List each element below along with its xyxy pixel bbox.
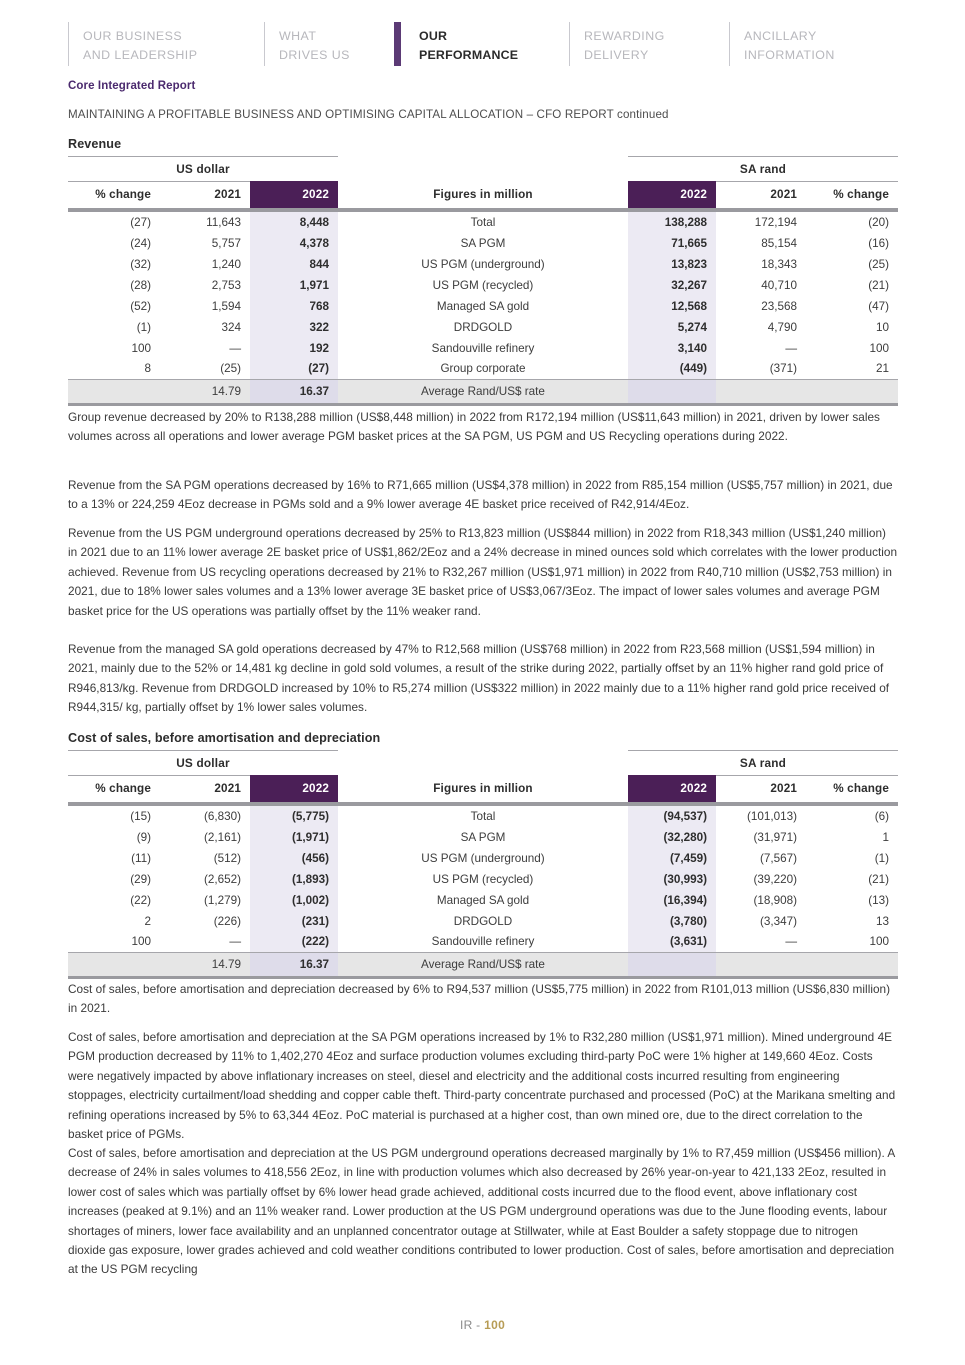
cell-pct-change-usd: (27)	[130, 215, 151, 229]
cell-pct-change-usd: 100	[131, 341, 151, 355]
table-row	[68, 338, 898, 359]
table-row	[68, 317, 898, 338]
cell-pct-change-zar: (21)	[868, 278, 889, 292]
cell-pct-change-usd: (29)	[130, 872, 151, 886]
cell-pct-change-usd: 2	[144, 914, 151, 928]
cell-2021-usd: 324	[221, 320, 241, 334]
cell-pct-change-usd: (24)	[130, 236, 151, 250]
cell-2022-usd: (1,971)	[250, 827, 338, 848]
cell-2022-usd: (231)	[250, 911, 338, 932]
table-row	[68, 359, 898, 380]
cell-avg-rate-2021: 14.79	[160, 953, 250, 976]
average-rate-row	[68, 380, 898, 403]
table-row	[68, 296, 898, 317]
cell-row-label: Managed SA gold	[436, 299, 530, 313]
cell-2022-usd: 844	[250, 254, 338, 275]
cell-2022-zar: (7,459)	[628, 848, 716, 869]
cell-avg-rate-2022: 16.37	[250, 380, 338, 403]
cell-row-label: Total	[470, 809, 496, 823]
cell-2021-zar: 172,194	[754, 215, 797, 229]
group-label-sa-rand: SA rand	[628, 157, 898, 182]
cell-pct-change-usd: (52)	[130, 299, 151, 313]
table-row	[68, 827, 898, 848]
cell-blank	[716, 953, 806, 976]
cell-2022-usd: 4,378	[250, 233, 338, 254]
nav-label-line2: PERFORMANCE	[419, 48, 519, 62]
table-bottom-rule	[68, 976, 898, 979]
cell-avg-rate-label: Average Rand/US$ rate	[388, 380, 578, 403]
cell-2022-zar: 138,288	[628, 212, 716, 233]
cell-2022-usd: (1,002)	[250, 890, 338, 911]
column-header-row	[68, 776, 898, 802]
nav-label-line2: DRIVES US	[279, 48, 350, 62]
cell-2021-usd: —	[229, 935, 241, 949]
cell-2022-usd: 768	[250, 296, 338, 317]
nav-label-line2: AND LEADERSHIP	[83, 48, 198, 62]
nav-divider	[264, 22, 265, 66]
cell-2021-zar: —	[785, 341, 797, 355]
cell-2021-usd: (25)	[220, 362, 241, 376]
cell-pct-change-usd: (1)	[136, 320, 151, 334]
cell-2022-zar: (449)	[628, 359, 716, 380]
paragraph-cost-of-sales-total: Cost of sales, before amortisation and depreciation decreased by 6% to R94,537 million (US$5,775 million) in 2022 from R101,013 million (US$6,830 million) in 2021.	[68, 982, 891, 1016]
paragraph-cost-of-sales-us-pgm: Cost of sales, before amortisation and depreciation at the US PGM underground operations decreased marginally by 1% to R7,459 million (US$456 million). A decrease of 24% in sales volumes to 418,556 2Eoz, in line with production volumes which also decreased by 26% year-on-year to 421,133 2Eoz, resulted in lower cost of sales which was partially offset by 6% lower head grade achieved, additional costs incurred due to the flood event, above inflationary cost increases (peaked at 9.1%) and an 11% weaker rand. Lower production at the US PGM underground operations was due to the June flooding events, labour shortages of miners, lower face availability and an unplanned concentrator outage at Stillwater, while at East Boulder a safety stoppage due to nitrogen dioxide gas exposure, lower grades achieved and cold weather conditions contributed to lower production. Cost of sales, before amortisation and depreciation at the US PGM recycling	[68, 1146, 895, 1277]
cell-2022-usd: 8,448	[250, 212, 338, 233]
cell-blank	[68, 953, 160, 976]
page-footer	[0, 1318, 965, 1332]
cell-pct-change-zar: (21)	[868, 872, 889, 886]
cell-pct-change-zar: (16)	[868, 236, 889, 250]
cell-2021-zar: (31,971)	[753, 830, 797, 844]
col-header-2021-usd: 2021	[160, 776, 250, 802]
cell-pct-change-zar: (1)	[874, 851, 889, 865]
cell-2021-zar: —	[785, 935, 797, 949]
revenue-table	[68, 156, 898, 406]
col-header-pct-change-usd: % change	[68, 182, 160, 208]
cell-2021-zar: 40,710	[761, 278, 797, 292]
nav-label-line1: REWARDING	[584, 29, 665, 43]
cell-avg-rate-zar-2022	[628, 953, 716, 976]
col-header-2022-usd: 2022	[250, 182, 338, 208]
cell-pct-change-zar: (20)	[868, 215, 889, 229]
cell-pct-change-zar: (6)	[874, 809, 889, 823]
cell-row-label: US PGM (underground)	[421, 257, 545, 271]
cell-2022-zar: 13,823	[628, 254, 716, 275]
cell-2022-zar: 5,274	[628, 317, 716, 338]
cell-2021-zar: (371)	[769, 362, 797, 376]
col-header-2021-zar: 2021	[716, 182, 806, 208]
nav-divider	[569, 22, 570, 66]
cell-2022-usd: (222)	[250, 932, 338, 953]
table-row	[68, 932, 898, 953]
revenue-table-title: Revenue	[68, 137, 122, 151]
cell-row-label: DRDGOLD	[453, 320, 513, 334]
cell-row-label: Total	[470, 215, 496, 229]
cell-pct-change-zar: (13)	[868, 893, 889, 907]
table-row	[68, 275, 898, 296]
paragraph-cost-of-sales-sa-pgm: Cost of sales, before amortisation and depreciation at the SA PGM operations increased by 1% to R32,280 million (US$1,971 million). Mined underground 4E PGM production decreased by 11% to 1,402,270 4Eoz and surface production volumes excluding third-party PoC were 1% higher at 149,660 4Eoz. Costs were negatively impacted by above inflationary increases on steel, diesel and electricity and the additional costs incurred resulting from engineering stoppages, electricity curtailment/load shedding and copper cable theft. Third-party concentrate purchased and processed (PoC) at the Marikana smelting and refining operations increased by 5% to 63,344 4Eoz. PoC material is purchased at a higher cost, than own mined ore, due to the direct correlation to the basket price of PGMs.	[68, 1030, 896, 1142]
core-integrated-report-tag: Core Integrated Report	[68, 80, 196, 92]
col-header-2022-zar: 2022	[628, 776, 716, 802]
nav-label-line1: OUR BUSINESS	[83, 29, 183, 43]
col-header-pct-change-zar: % change	[806, 182, 898, 208]
cell-2022-zar: (16,394)	[628, 890, 716, 911]
cell-2021-zar: 4,790	[767, 320, 797, 334]
cell-2022-usd: 192	[250, 338, 338, 359]
cell-row-label: SA PGM	[460, 236, 506, 250]
cell-2022-zar: (30,993)	[628, 869, 716, 890]
group-label-us-dollar: US dollar	[68, 751, 338, 776]
section-navigation	[68, 22, 898, 70]
currency-group-header-row	[68, 157, 898, 182]
cell-pct-change-usd: 100	[131, 935, 151, 949]
cell-2022-zar: 32,267	[628, 275, 716, 296]
table-row	[68, 848, 898, 869]
cost-of-sales-table	[68, 750, 898, 979]
cell-pct-change-zar: 100	[869, 341, 889, 355]
cell-pct-change-zar: (25)	[868, 257, 889, 271]
cell-row-label: Sandouville refinery	[431, 935, 535, 949]
cell-pct-change-usd: 8	[144, 362, 151, 376]
cell-2021-zar: (101,013)	[746, 809, 797, 823]
column-header-row	[68, 182, 898, 208]
cell-pct-change-usd: (11)	[131, 851, 151, 865]
nav-label-line2: DELIVERY	[584, 48, 649, 62]
table-row	[68, 911, 898, 932]
cell-row-label: US PGM (recycled)	[432, 872, 534, 886]
cell-2021-usd: 1,240	[211, 257, 241, 271]
cell-pct-change-usd: (15)	[130, 809, 151, 823]
paragraph-us-pgm-revenue: Revenue from the US PGM underground operations decreased by 25% to R13,823 million (US$844 million) in 2022 from R18,343 million (US$1,240 million) in 2021 due to an 11% lower average 2E basket price of US$1,862/2Eoz and a 24% decrease in mined ounces sold which correlates with the lower production achieved. Revenue from US recycling operations decreased by 21% to R32,267 million (US$1,971 million) in 2022 from R40,710 million (US$2,753 million) in 2021, due to 18% lower sales volumes and a 13% lower average 3E basket price of US$3,067/3Eoz. The impact of lower sales volumes and average PGM basket price for the US operations was partially offset by the 11% weaker rand.	[68, 526, 898, 618]
cell-pct-change-zar: (47)	[868, 299, 889, 313]
paragraph-group-revenue: Group revenue decreased by 20% to R138,288 million (US$8,448 million) in 2022 from R172,194 million (US$11,643 million) in 2021, driven by lower sales volumes across all operations and lower average PGM basket prices at the SA PGM, US PGM and US Recycling operations during 2022.	[68, 410, 880, 444]
nav-item-ancillary-information[interactable]	[729, 22, 889, 66]
table-bottom-rule	[68, 403, 898, 406]
col-header-figures-in-million: Figures in million	[433, 782, 533, 796]
group-label-us-dollar: US dollar	[68, 157, 338, 182]
cell-2022-usd: (456)	[250, 848, 338, 869]
col-header-pct-change-zar: % change	[806, 776, 898, 802]
col-header-figures-in-million: Figures in million	[433, 188, 533, 202]
cell-2022-zar: (3,631)	[628, 932, 716, 953]
cell-2021-zar: (39,220)	[753, 872, 797, 886]
cell-2021-zar: (3,347)	[759, 914, 797, 928]
cost-of-sales-table-title: Cost of sales, before amortisation and depreciation	[68, 731, 381, 745]
cell-2022-usd: 322	[250, 317, 338, 338]
cell-avg-rate-2021: 14.79	[160, 380, 250, 403]
cell-2021-usd: —	[229, 341, 241, 355]
cell-2021-usd: (2,652)	[203, 872, 241, 886]
table-row	[68, 890, 898, 911]
col-header-2022-zar: 2022	[628, 182, 716, 208]
col-header-2021-usd: 2021	[160, 182, 250, 208]
nav-item-our-business-and-leadership[interactable]	[68, 22, 264, 66]
cell-pct-change-zar: 1	[882, 830, 889, 844]
col-header-pct-change-usd: % change	[68, 776, 160, 802]
cell-2021-usd: (512)	[213, 851, 241, 865]
cell-2021-zar: (7,567)	[759, 851, 797, 865]
cell-2022-zar: (3,780)	[628, 911, 716, 932]
cell-pct-change-usd: (22)	[130, 893, 151, 907]
table-row	[68, 212, 898, 233]
nav-divider	[729, 22, 730, 66]
page-number: 100	[484, 1318, 506, 1332]
cell-pct-change-usd: (28)	[130, 278, 151, 292]
nav-item-our-performance[interactable]	[394, 22, 569, 66]
running-header: MAINTAINING A PROFITABLE BUSINESS AND OPTIMISING CAPITAL ALLOCATION – CFO REPORT continued	[68, 108, 669, 121]
cell-pct-change-usd: (9)	[136, 830, 151, 844]
nav-label-line2: INFORMATION	[744, 48, 835, 62]
cell-2022-usd: (1,893)	[250, 869, 338, 890]
cell-2021-usd: (2,161)	[203, 830, 241, 844]
cell-2022-usd: (5,775)	[250, 806, 338, 827]
cell-pct-change-usd: (32)	[130, 257, 151, 271]
cell-pct-change-zar: 100	[869, 935, 889, 949]
cell-row-label: Managed SA gold	[436, 893, 530, 907]
cell-2021-usd: (6,830)	[203, 809, 241, 823]
cell-2021-usd: 2,753	[211, 278, 241, 292]
cell-2022-zar: (32,280)	[628, 827, 716, 848]
nav-label-line1: ANCILLARY	[744, 29, 817, 43]
cell-row-label: Group corporate	[440, 362, 526, 376]
nav-divider	[68, 22, 69, 66]
cell-2021-zar: 23,568	[761, 299, 797, 313]
cell-blank	[716, 380, 806, 403]
cell-2021-usd: 5,757	[211, 236, 241, 250]
cell-pct-change-zar: 13	[875, 914, 889, 928]
nav-label-line1: OUR	[419, 29, 448, 43]
nav-label-line1: WHAT	[279, 29, 317, 43]
cell-pct-change-zar: 10	[875, 320, 889, 334]
table-row	[68, 806, 898, 827]
table-row	[68, 869, 898, 890]
cell-2021-usd: 11,643	[206, 215, 241, 229]
cell-2021-zar: 18,343	[761, 257, 797, 271]
cell-2021-zar: (18,908)	[753, 893, 797, 907]
cell-2021-zar: 85,154	[761, 236, 797, 250]
cell-2022-zar: 71,665	[628, 233, 716, 254]
cell-row-label: DRDGOLD	[453, 914, 513, 928]
nav-item-rewarding-delivery[interactable]	[569, 22, 729, 66]
group-label-sa-rand: SA rand	[628, 751, 898, 776]
average-rate-row	[68, 953, 898, 976]
cell-blank	[806, 380, 898, 403]
col-header-2021-zar: 2021	[716, 776, 806, 802]
cell-pct-change-zar: 21	[875, 362, 889, 376]
cell-avg-rate-label: Average Rand/US$ rate	[388, 953, 578, 976]
cell-2021-usd: (226)	[213, 914, 241, 928]
table-row	[68, 254, 898, 275]
table-row	[68, 233, 898, 254]
col-header-2022-usd: 2022	[250, 776, 338, 802]
cell-2021-usd: (1,279)	[203, 893, 241, 907]
cell-row-label: Sandouville refinery	[431, 341, 535, 355]
cell-2022-zar: (94,537)	[628, 806, 716, 827]
cell-avg-rate-zar-2022	[628, 380, 716, 403]
nav-active-indicator	[394, 22, 401, 66]
cell-blank	[68, 380, 160, 403]
cell-blank	[806, 953, 898, 976]
cell-2022-usd: (27)	[250, 359, 338, 380]
paragraph-sa-pgm-revenue: Revenue from the SA PGM operations decreased by 16% to R71,665 million (US$4,378 million) in 2022 from R85,154 million (US$5,757 million) in 2021, due to a 13% or 224,259 4Eoz decrease in PGMs sold and a 9% lower average 4E basket price received of R42,914/4Eoz.	[68, 478, 893, 512]
footer-prefix: IR -	[459, 1318, 485, 1332]
cell-row-label: US PGM (underground)	[421, 851, 545, 865]
nav-item-what-drives-us[interactable]	[264, 22, 394, 66]
cell-row-label: US PGM (recycled)	[432, 278, 534, 292]
currency-group-header-row	[68, 751, 898, 776]
cell-2021-usd: 1,594	[211, 299, 241, 313]
cell-row-label: SA PGM	[460, 830, 506, 844]
cell-2022-usd: 1,971	[250, 275, 338, 296]
paragraph-sa-gold-revenue: Revenue from the managed SA gold operations decreased by 47% to R12,568 million (US$768 million) in 2022 from R23,568 million (US$1,594 million) in 2021, mainly due to the 52% or 14,481 kg decline in gold sold volumes, a result of the strike during 2022, partially offset by an 11% higher rand gold price of R946,813/kg. Revenue from DRDGOLD increased by 10% to R5,274 million (US$322 million) in 2022 mainly due to a 11% higher rand gold price received of R944,315/ kg, partially offset by 1% lower sales volumes.	[68, 642, 890, 715]
cell-2022-zar: 3,140	[628, 338, 716, 359]
cell-avg-rate-2022: 16.37	[250, 953, 338, 976]
cell-2022-zar: 12,568	[628, 296, 716, 317]
